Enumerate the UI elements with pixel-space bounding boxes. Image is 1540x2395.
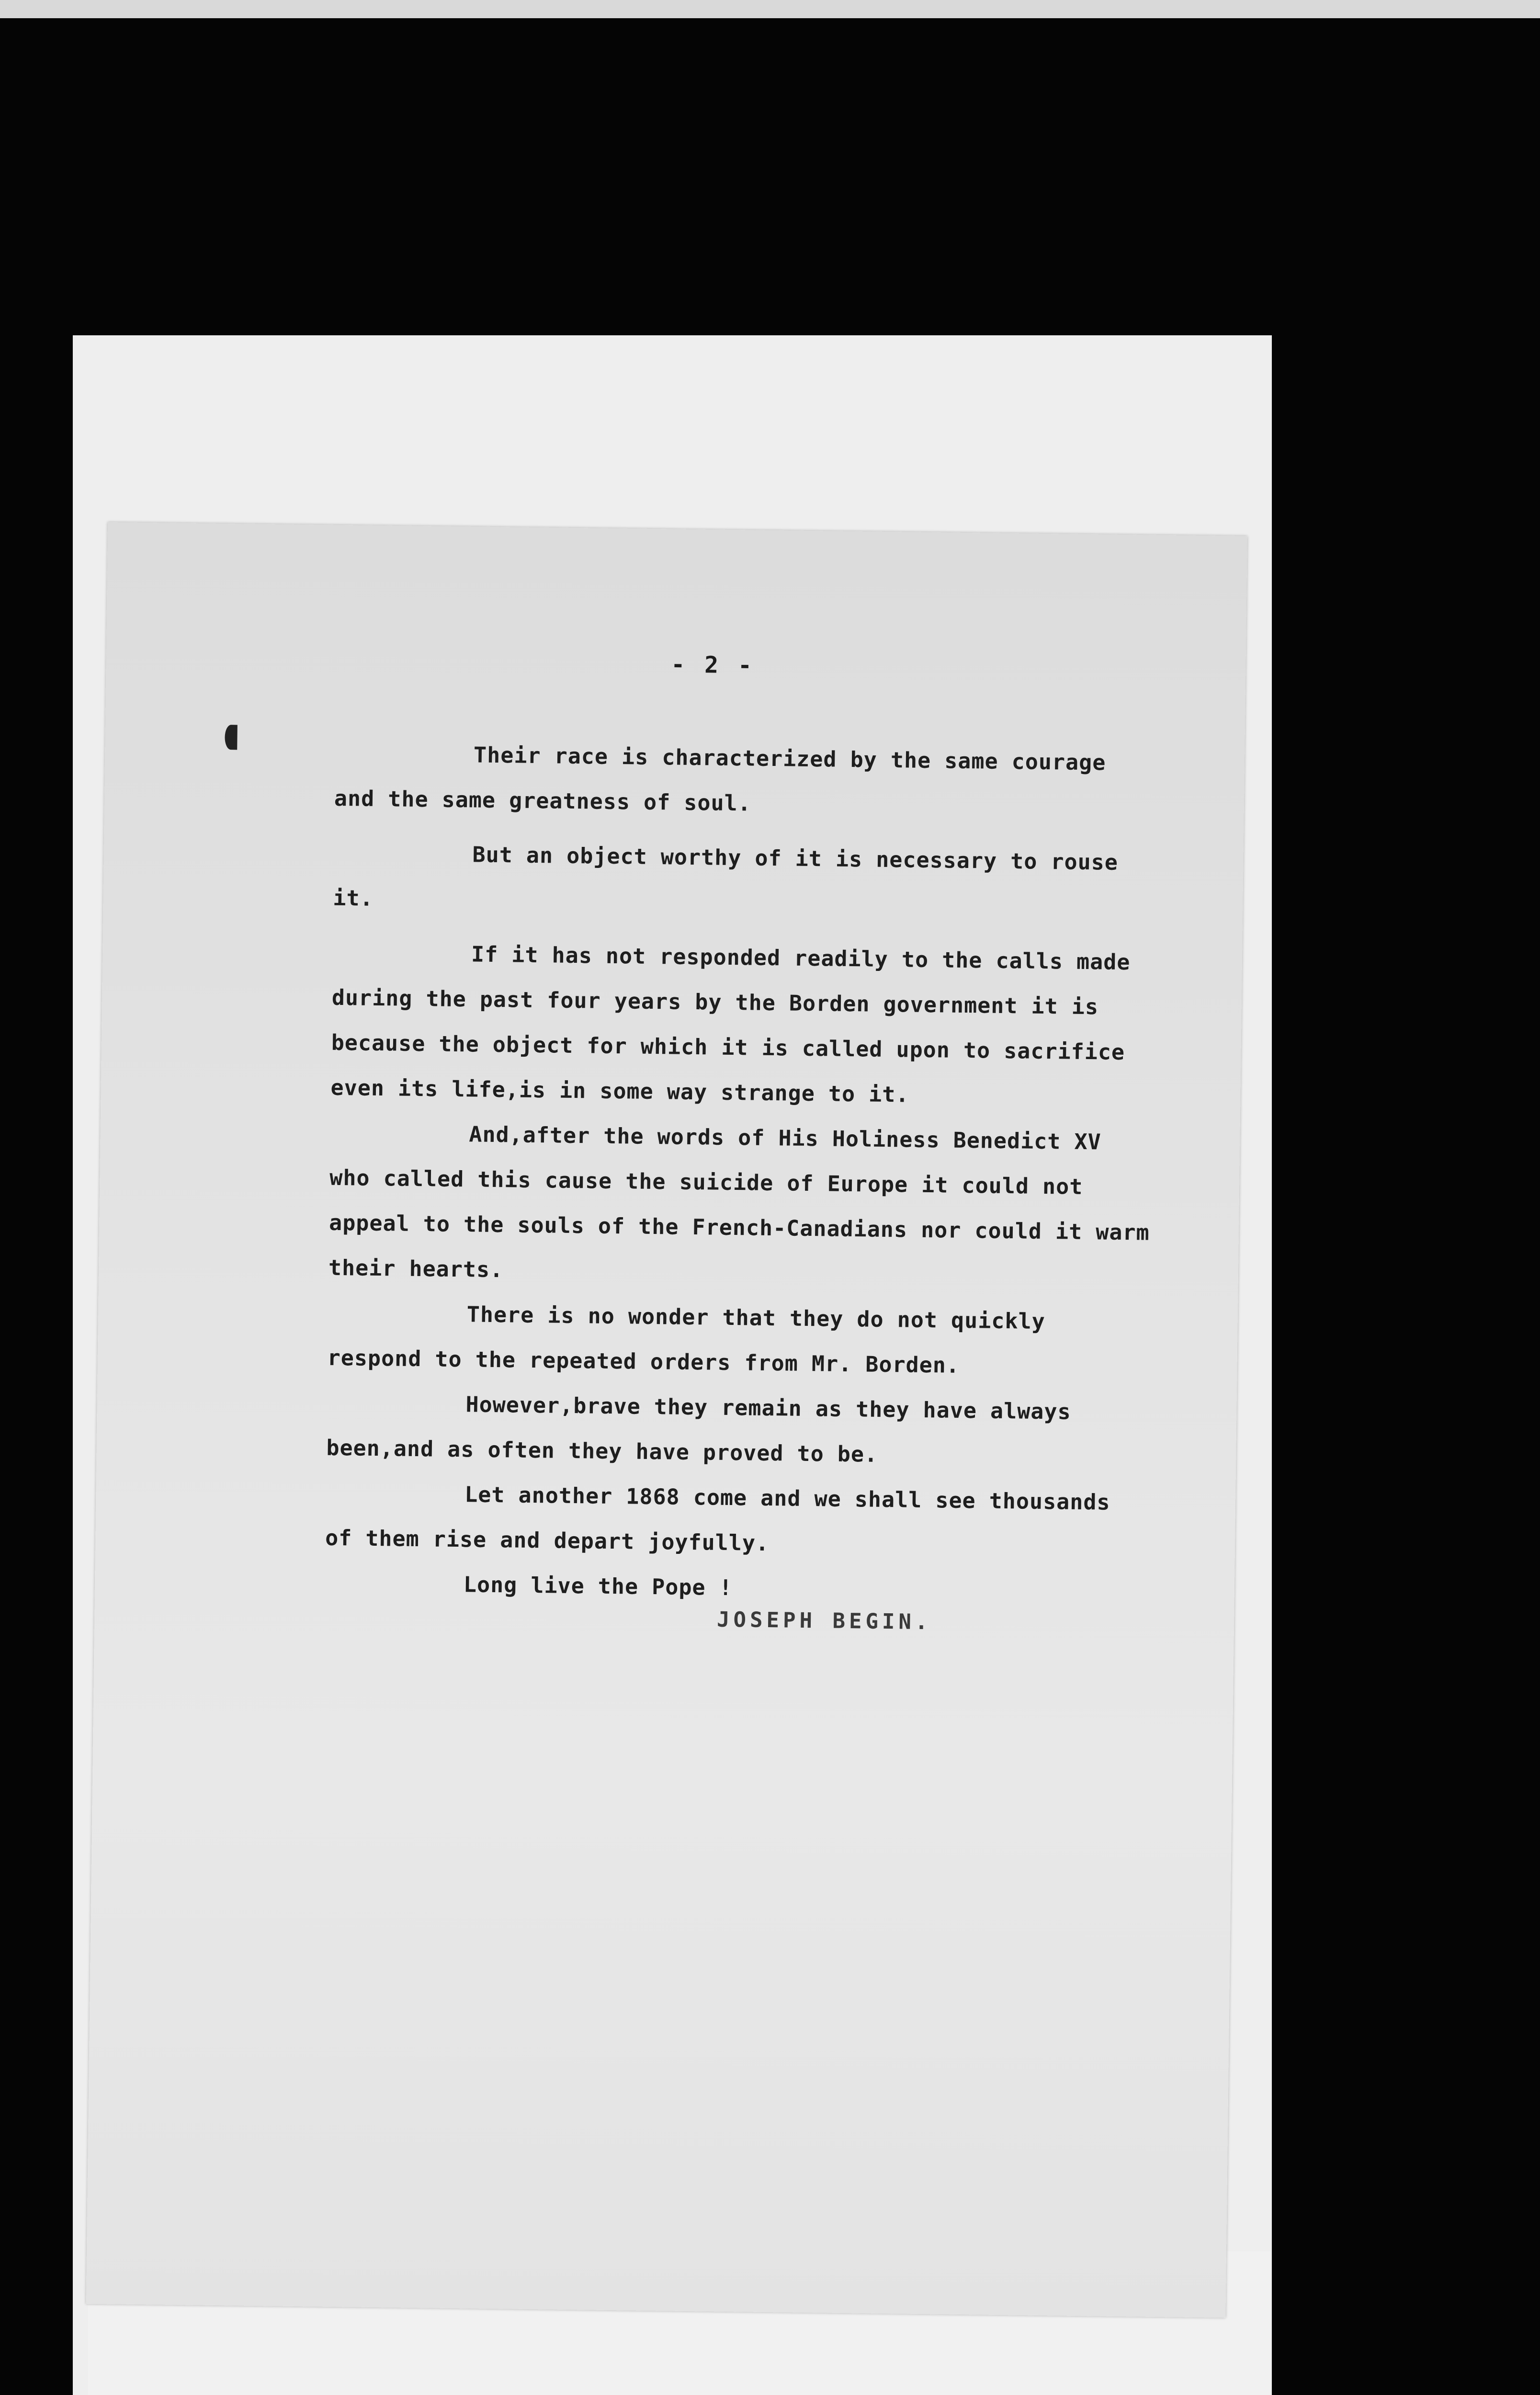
paragraph: There is no wonder that they do not quickly respond to the repeated orders from Mr. Borden. — [327, 1301, 1046, 1378]
film-top-edge — [0, 0, 1540, 18]
page-number: - 2 - — [671, 651, 755, 679]
paragraph: But an object worthy of it is necessary to rouse it. — [333, 842, 1119, 911]
letter-body — [324, 731, 1158, 1616]
paragraph: Let another 1868 come and we shall see thousands of them rise and depart joyfully. — [325, 1482, 1110, 1556]
paragraph: Long live the Pope ! — [463, 1572, 733, 1601]
paragraph: If it has not responded readily to the calls made during the past four years by the Borden government it is because the object for which it is called upon to sacrifice even its life,is in some way strange to it. — [330, 941, 1131, 1107]
typed-page — [86, 522, 1247, 2318]
paragraph: Their race is characterized by the same courage and the same greatness of soul. — [334, 742, 1106, 816]
signature: JOSEPH BEGIN. — [716, 1607, 932, 1635]
paragraph: However,brave they remain as they have always been,and as often they have proved to be. — [326, 1391, 1071, 1467]
paragraph: And,after the words of His Holiness Benedict XV who called this cause the suicide of Europe it could not appeal to the souls of the French-Canadians nor could it warm their hearts. — [328, 1121, 1150, 1283]
margin-hole-mark — [225, 725, 238, 750]
